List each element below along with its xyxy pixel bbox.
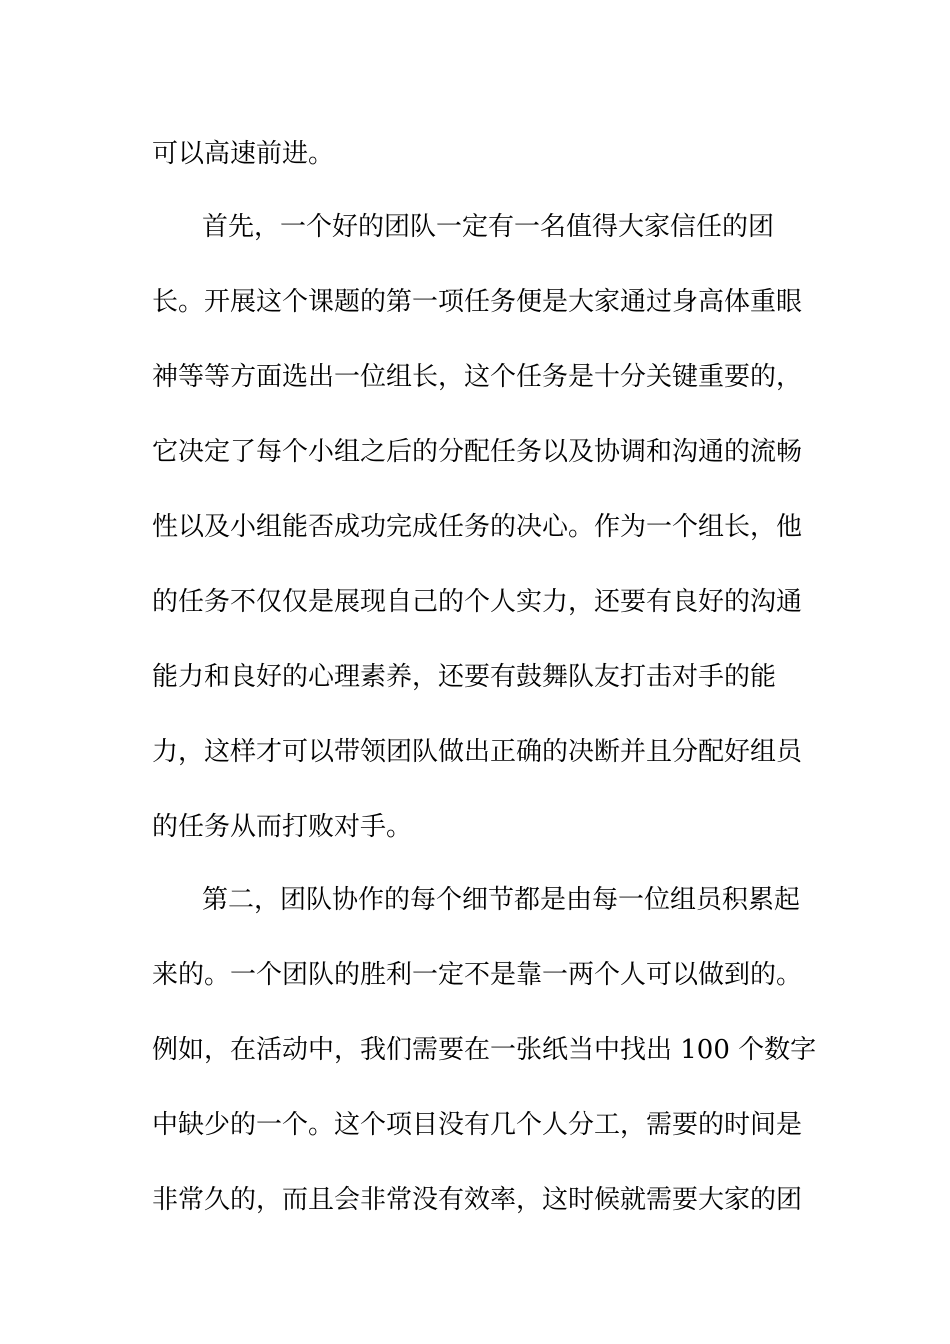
text-line-3: 长。开展这个课题的第一项任务便是大家通过身高体重眼: [152, 287, 803, 317]
text-line-4: 神等等方面选出一位组长，这个任务是十分关键重要的，: [152, 362, 803, 392]
text-line-5: 它决定了每个小组之后的分配任务以及协调和沟通的流畅: [152, 437, 803, 467]
text-line-13: 例如，在活动中，我们需要在一张纸当中找出 100 个数字: [152, 1035, 817, 1065]
text-line-6: 性以及小组能否成功完成任务的决心。作为一个组长，他: [152, 512, 803, 542]
text-line-7: 的任务不仅仅是展现自己的个人实力，还要有良好的沟通: [152, 587, 803, 617]
text-line-11: 第二，团队协作的每个细节都是由每一位组员积累起: [202, 885, 801, 915]
text-line-15: 非常久的，而且会非常没有效率，这时候就需要大家的团: [152, 1185, 803, 1215]
text-line-2: 首先，一个好的团队一定有一名值得大家信任的团: [202, 212, 775, 242]
text-line-8: 能力和良好的心理素养，还要有鼓舞队友打击对手的能: [152, 662, 777, 692]
text-line-10: 的任务从而打败对手。: [152, 812, 413, 842]
text-line-9: 力，这样才可以带领团队做出正确的决断并且分配好组员: [152, 737, 803, 767]
text-line-14: 中缺少的一个。这个项目没有几个人分工，需要的时间是: [152, 1110, 803, 1140]
text-line-1: 可以高速前进。: [152, 139, 335, 169]
text-line-12: 来的。一个团队的胜利一定不是靠一两个人可以做到的。: [152, 960, 803, 990]
